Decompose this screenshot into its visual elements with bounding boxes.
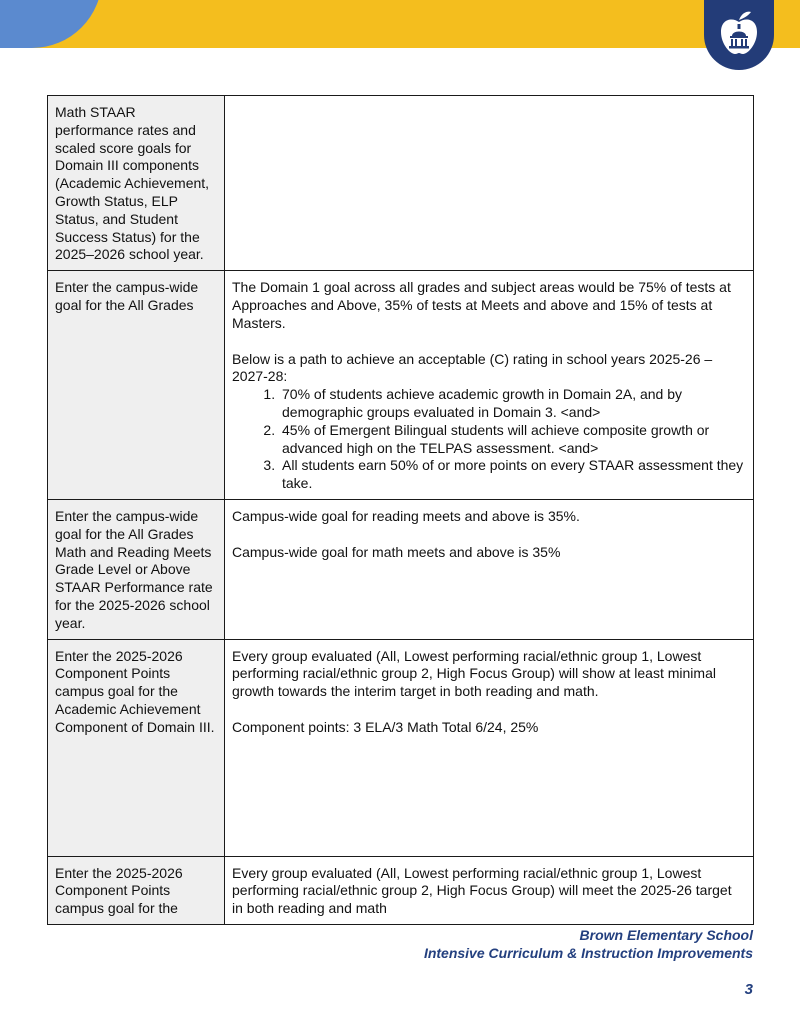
list-item: 3. All students earn 50% of or more points on every STAAR assessment they take. xyxy=(279,457,746,493)
table-row xyxy=(48,96,754,271)
table-row xyxy=(48,499,754,639)
apple-capitol-icon xyxy=(720,10,758,56)
content-paragraph: Component points: 3 ELA/3 Math Total 6/24, 25% xyxy=(232,718,539,735)
row-label: Enter the campus-wide goal for the All Grades Math and Reading Meets Grade Level or Above STAAR Performance rate for the 2025-2026 school year. xyxy=(48,499,225,639)
content-paragraph: Every group evaluated (All, Lowest performing racial/ethnic group 1, Lowest performing racial/ethnic group 2, High Focus Group) will show at least minimal growth towards the interim target in both reading and math. xyxy=(232,647,716,700)
row-content xyxy=(225,639,754,856)
list-item: 2. 45% of Emergent Bilingual students will achieve composite growth or advanced high on the TELPAS assessment. <and> xyxy=(279,422,746,458)
page-number: 3 xyxy=(744,981,753,998)
row-label: Math STAAR performance rates and scaled score goals for Domain III components (Academic Achievement, Growth Status, ELP Status, and Student Success Status) for the 2025–2026 school year. xyxy=(48,96,225,271)
row-label: Enter the 2025-2026 Component Points campus goal for the xyxy=(48,856,225,924)
list-item: 1. 70% of students achieve academic growth in Domain 2A, and by demographic groups evaluated in Domain 3. <and> xyxy=(279,386,746,422)
row-content xyxy=(225,499,754,639)
path-list xyxy=(232,386,746,493)
table-row xyxy=(48,639,754,856)
content-paragraph: Below is a path to achieve an acceptable (C) rating in school years 2025-26 – 2027-28: xyxy=(232,350,713,385)
table-row xyxy=(48,271,754,500)
footer-subtitle: Intensive Curriculum & Instruction Improvements xyxy=(423,945,753,961)
header-banner xyxy=(0,0,800,48)
footer-school-name: Brown Elementary School xyxy=(579,927,753,943)
table-row xyxy=(48,856,754,924)
goals-table xyxy=(47,95,754,925)
row-content xyxy=(225,96,754,271)
school-logo-badge xyxy=(704,0,774,70)
row-label: Enter the campus-wide goal for the All Grades xyxy=(48,271,225,500)
row-content xyxy=(225,271,754,500)
content-paragraph: The Domain 1 goal across all grades and subject areas would be 75% of tests at Approaches and Above, 35% of tests at Meets and above and 15% of tests at Masters. xyxy=(232,279,731,331)
row-content xyxy=(225,856,754,924)
content-paragraph: Every group evaluated (All, Lowest performing racial/ethnic group 1, Lowest performing racial/ethnic group 2, High Focus Group) will meet the 2025-26 target in both reading and math xyxy=(232,864,732,917)
content-paragraph: Campus-wide goal for math meets and above is 35% xyxy=(232,543,561,560)
row-label: Enter the 2025-2026 Component Points campus goal for the Academic Achievement Component of Domain III. xyxy=(48,639,225,856)
content-paragraph: Campus-wide goal for reading meets and above is 35%. xyxy=(232,507,580,524)
